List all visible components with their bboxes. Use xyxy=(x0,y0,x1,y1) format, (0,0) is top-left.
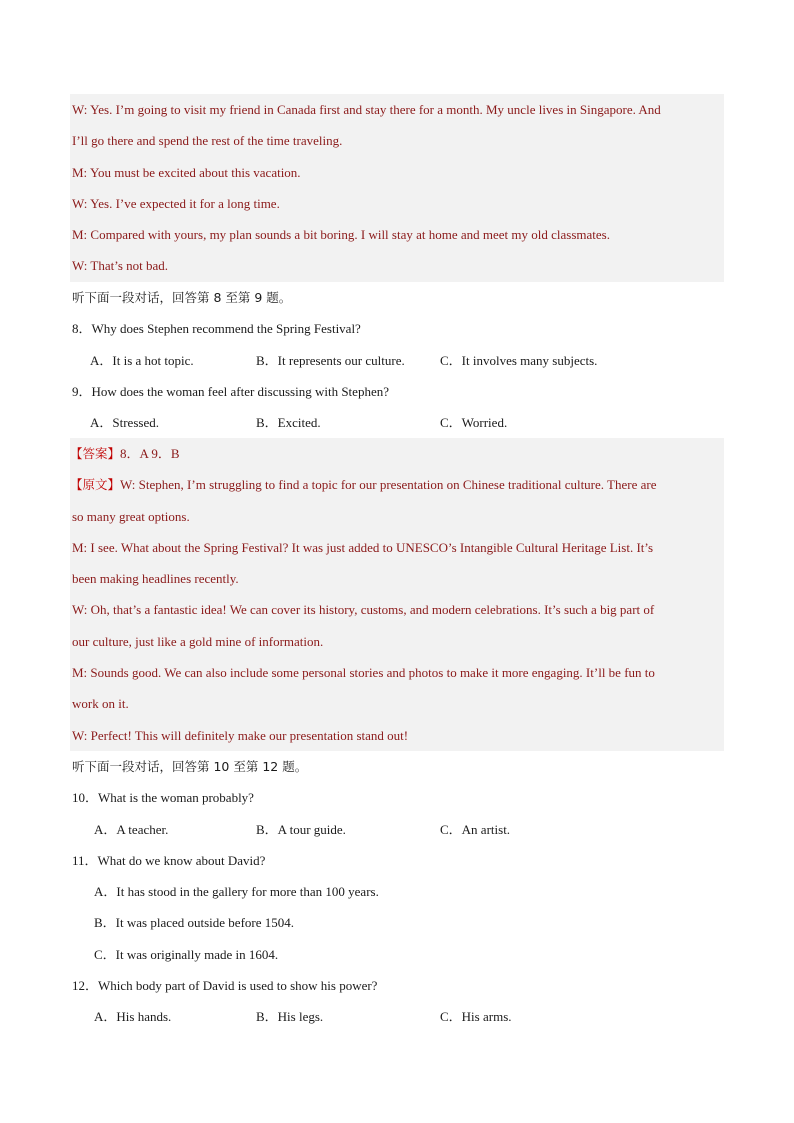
question-10-stem: 10．What is the woman probably? xyxy=(72,790,254,806)
answer-label: 【答案】 xyxy=(70,446,121,461)
transcript-line xyxy=(70,469,724,500)
transcript-line: M: Compared with yours, my plan sounds a bit boring. I will stay at home and meet my old classmates. xyxy=(70,219,724,250)
option-b: B．It was placed outside before 1504. xyxy=(94,915,295,931)
option-a: A．It has stood in the gallery for more than 100 years. xyxy=(94,884,379,900)
transcript-line: work on it. xyxy=(70,688,724,719)
option-a: A．A teacher. xyxy=(94,821,169,837)
option-c: C．It was originally made in 1604. xyxy=(94,946,279,962)
transcript-line: I’ll go there and spend the rest of the time traveling. xyxy=(70,125,724,156)
question-12-stem: 12．Which body part of David is used to show his power? xyxy=(72,978,378,994)
option-b: B．It represents our culture. xyxy=(256,352,405,368)
option-b: B．Excited. xyxy=(256,415,321,431)
transcript-line: W: Perfect! This will definitely make our presentation stand out! xyxy=(70,720,724,751)
transcript-line: our culture, just like a gold mine of information. xyxy=(70,626,724,657)
transcript-line: W: Yes. I’m going to visit my friend in Canada first and stay there for a month. My uncle lives in Singapore. And xyxy=(70,94,724,125)
transcript-line: W: That’s not bad. xyxy=(70,250,724,281)
option-b: B．A tour guide. xyxy=(256,821,346,837)
question-11-option-b-row xyxy=(70,907,724,938)
question-11-stem: 11．What do we know about David? xyxy=(72,852,266,868)
option-a: A．Stressed. xyxy=(90,415,159,431)
question-8-stem: 8．Why does Stephen recommend the Spring Festival? xyxy=(72,321,361,337)
question-9-options xyxy=(70,407,724,438)
option-c: C．Worried. xyxy=(440,415,508,431)
question-10-options xyxy=(70,814,724,845)
answer-text: 8．A 9．B xyxy=(120,446,180,461)
transcript-line: W: Yes. I’ve expected it for a long time. xyxy=(70,188,724,219)
question-12-options xyxy=(70,1001,724,1032)
transcript-top xyxy=(70,94,724,282)
question-9-stem: 9．How does the woman feel after discussing with Stephen? xyxy=(72,383,389,399)
option-c: C．His arms. xyxy=(440,1009,512,1025)
transcript-line: W: Oh, that’s a fantastic idea! We can cover its history, customs, and modern celebrations. It’s such a big part of xyxy=(70,594,724,625)
transcript-line: so many great options. xyxy=(70,501,724,532)
answer-block xyxy=(70,438,724,751)
section-2 xyxy=(70,282,724,438)
option-c: C．It involves many subjects. xyxy=(440,352,598,368)
transcript-line: M: You must be excited about this vacation. xyxy=(70,157,724,188)
answer-line xyxy=(70,438,724,469)
transcript-line: M: I see. What about the Spring Festival? It was just added to UNESCO’s Intangible Cultural Heritage List. It’s xyxy=(70,532,724,563)
transcript-text: W: Stephen, I’m struggling to find a topic for our presentation on Chinese traditional culture. There are xyxy=(120,477,657,493)
question-11-option-c-row xyxy=(70,939,724,970)
option-a: A．It is a hot topic. xyxy=(90,352,194,368)
option-c: C．An artist. xyxy=(440,821,511,837)
option-a: A．His hands. xyxy=(94,1009,172,1025)
section-heading: 听下面一段对话，回答第 10 至第 12 题。 xyxy=(72,759,308,774)
transcript-line: M: Sounds good. We can also include some personal stories and photos to make it more engaging. It’ll be fun to xyxy=(70,657,724,688)
option-b: B．His legs. xyxy=(256,1009,324,1025)
original-label: 【原文】 xyxy=(70,477,121,493)
transcript-line: been making headlines recently. xyxy=(70,563,724,594)
question-11-option-a-row xyxy=(70,876,724,907)
section-3 xyxy=(70,751,724,1033)
section-heading: 听下面一段对话，回答第 8 至第 9 题。 xyxy=(72,290,292,305)
question-8-options xyxy=(70,345,724,376)
